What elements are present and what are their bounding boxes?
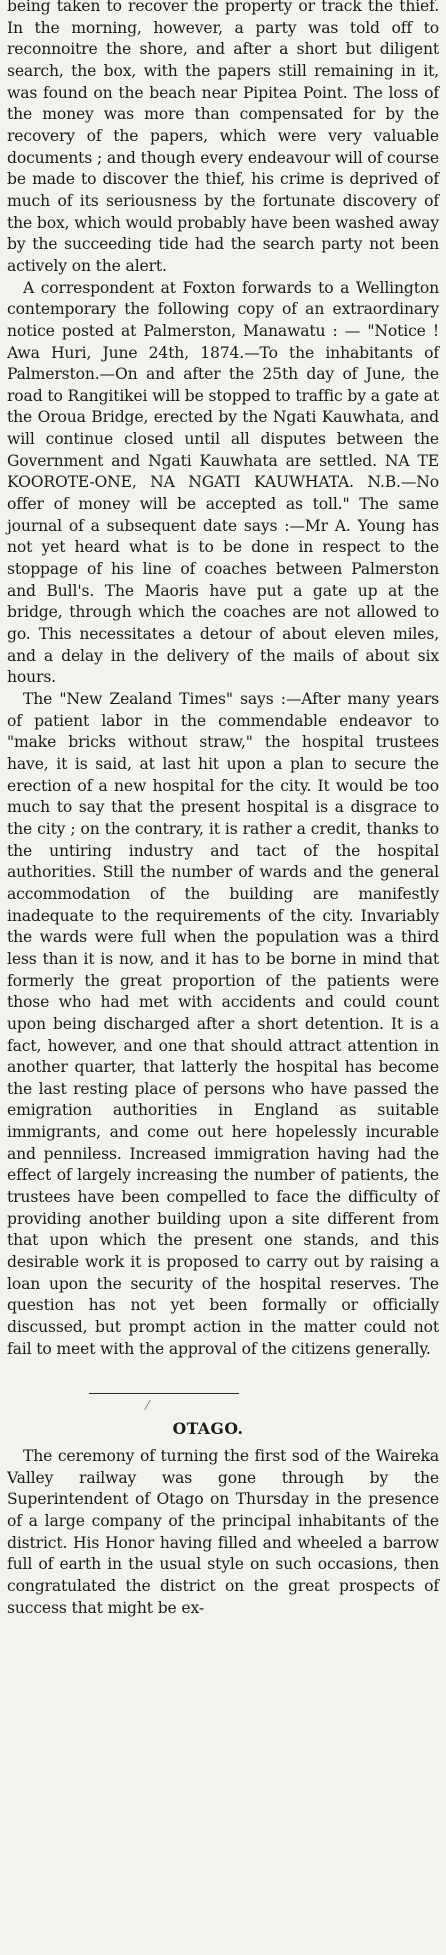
divider-mark	[144, 1400, 165, 1410]
divider-rule	[89, 1393, 239, 1394]
article-paragraph-foxton-notice: A correspondent at Foxton forwards to a Wellington contemporary the following copy of an extraordinary notice posted at Palmerston, Manawatu : — "Notice ! Awa Huri, June 24th, 1874.—To the inhabitants of Palmerston.—On and after the 25th day of June, the road to Rangitikei will be stopped to traffic by a gate at the Oroua Bridge, erected by the Ngati Kauwhata, and will continue closed until all disputes between the Government and Ngati Kauwhata are settled. NA TE KOOROTE-ONE, NA NGATI KAUWHATA. N.B.—No offer of money will be accepted as toll." The same journal of a subsequent date says :—Mr A. Young has not yet heard what is to be done in respect to the stoppage of his line of coaches between Palmerston and Bull's. The Maoris have put a gate up at the bridge, through which the coaches are not allowed to go. This necessitates a detour of about eleven miles, and a delay in the delivery of the mails of about six hours.	[7, 278, 439, 687]
article-column	[7, 0, 439, 1619]
section-divider	[7, 1360, 439, 1418]
section-heading-otago: OTAGO.	[172, 1419, 244, 1439]
article-paragraph-box-recovered: being taken to recover the property or track the thief. In the morning, however, a party was told off to reconnoitre the shore, and after a short but diligent search, the box, with the papers still remaining in it, was found on the beach near Pipitea Point. The loss of the money was more than compensated for by the recovery of the papers, which were very valuable documents ; and though every endeavour will of course be made to discover the thief, his crime is deprived of much of its seriousness by the fortunate discovery of the box, which would probably have been washed away by the succeeding tide had the search party not been actively on the alert.	[7, 0, 439, 275]
article-paragraph-waireka-railway: The ceremony of turning the first sod of the Waireka Valley railway was gone through by the Superintendent of Otago on Thursday in the presence of a large company of the principal inhabitants of the district. His Honor having filled and wheeled a barrow full of earth in the usual style on such occasions, then congratulated the district on the great prospects of success that might be ex-	[7, 1447, 439, 1617]
article-paragraph-hospital: The "New Zealand Times" says :—After many years of patient labor in the commendable endeavor to "make bricks without straw," the hospital trustees have, it is said, at last hit upon a plan to secure the erection of a new hospital for the city. It would be too much to say that the present hospital is a disgrace to the city ; on the contrary, it is rather a credit, thanks to the untiring industry and tact of the hospital authorities. Still the number of wards and the general accommodation of the building are manifestly inadequate to the requirements of the city. Invariably the wards were full when the population was a third less than it is now, and it has to be borne in mind that formerly the great proportion of the patients were those who had met with accidents and could count upon being discharged after a short detention. It is a fact, however, and one that should attract attention in another quarter, that latterly the hospital has become the last resting place of persons who have passed the emigration authorities in England as suitable immigrants, and come out here hopelessly incurable and penniless. Increased immigration having had the effect of largely increasing the number of patients, the trustees have been compelled to face the difficulty of providing another building upon a site different from that upon which the present one stands, and this desirable work it is proposed to carry out by raising a loan upon the security of the hospital reserves. The question has not yet been formally or officially discussed, but prompt action in the matter could not fail to meet with the approval of the citizens generally.	[7, 690, 439, 1358]
